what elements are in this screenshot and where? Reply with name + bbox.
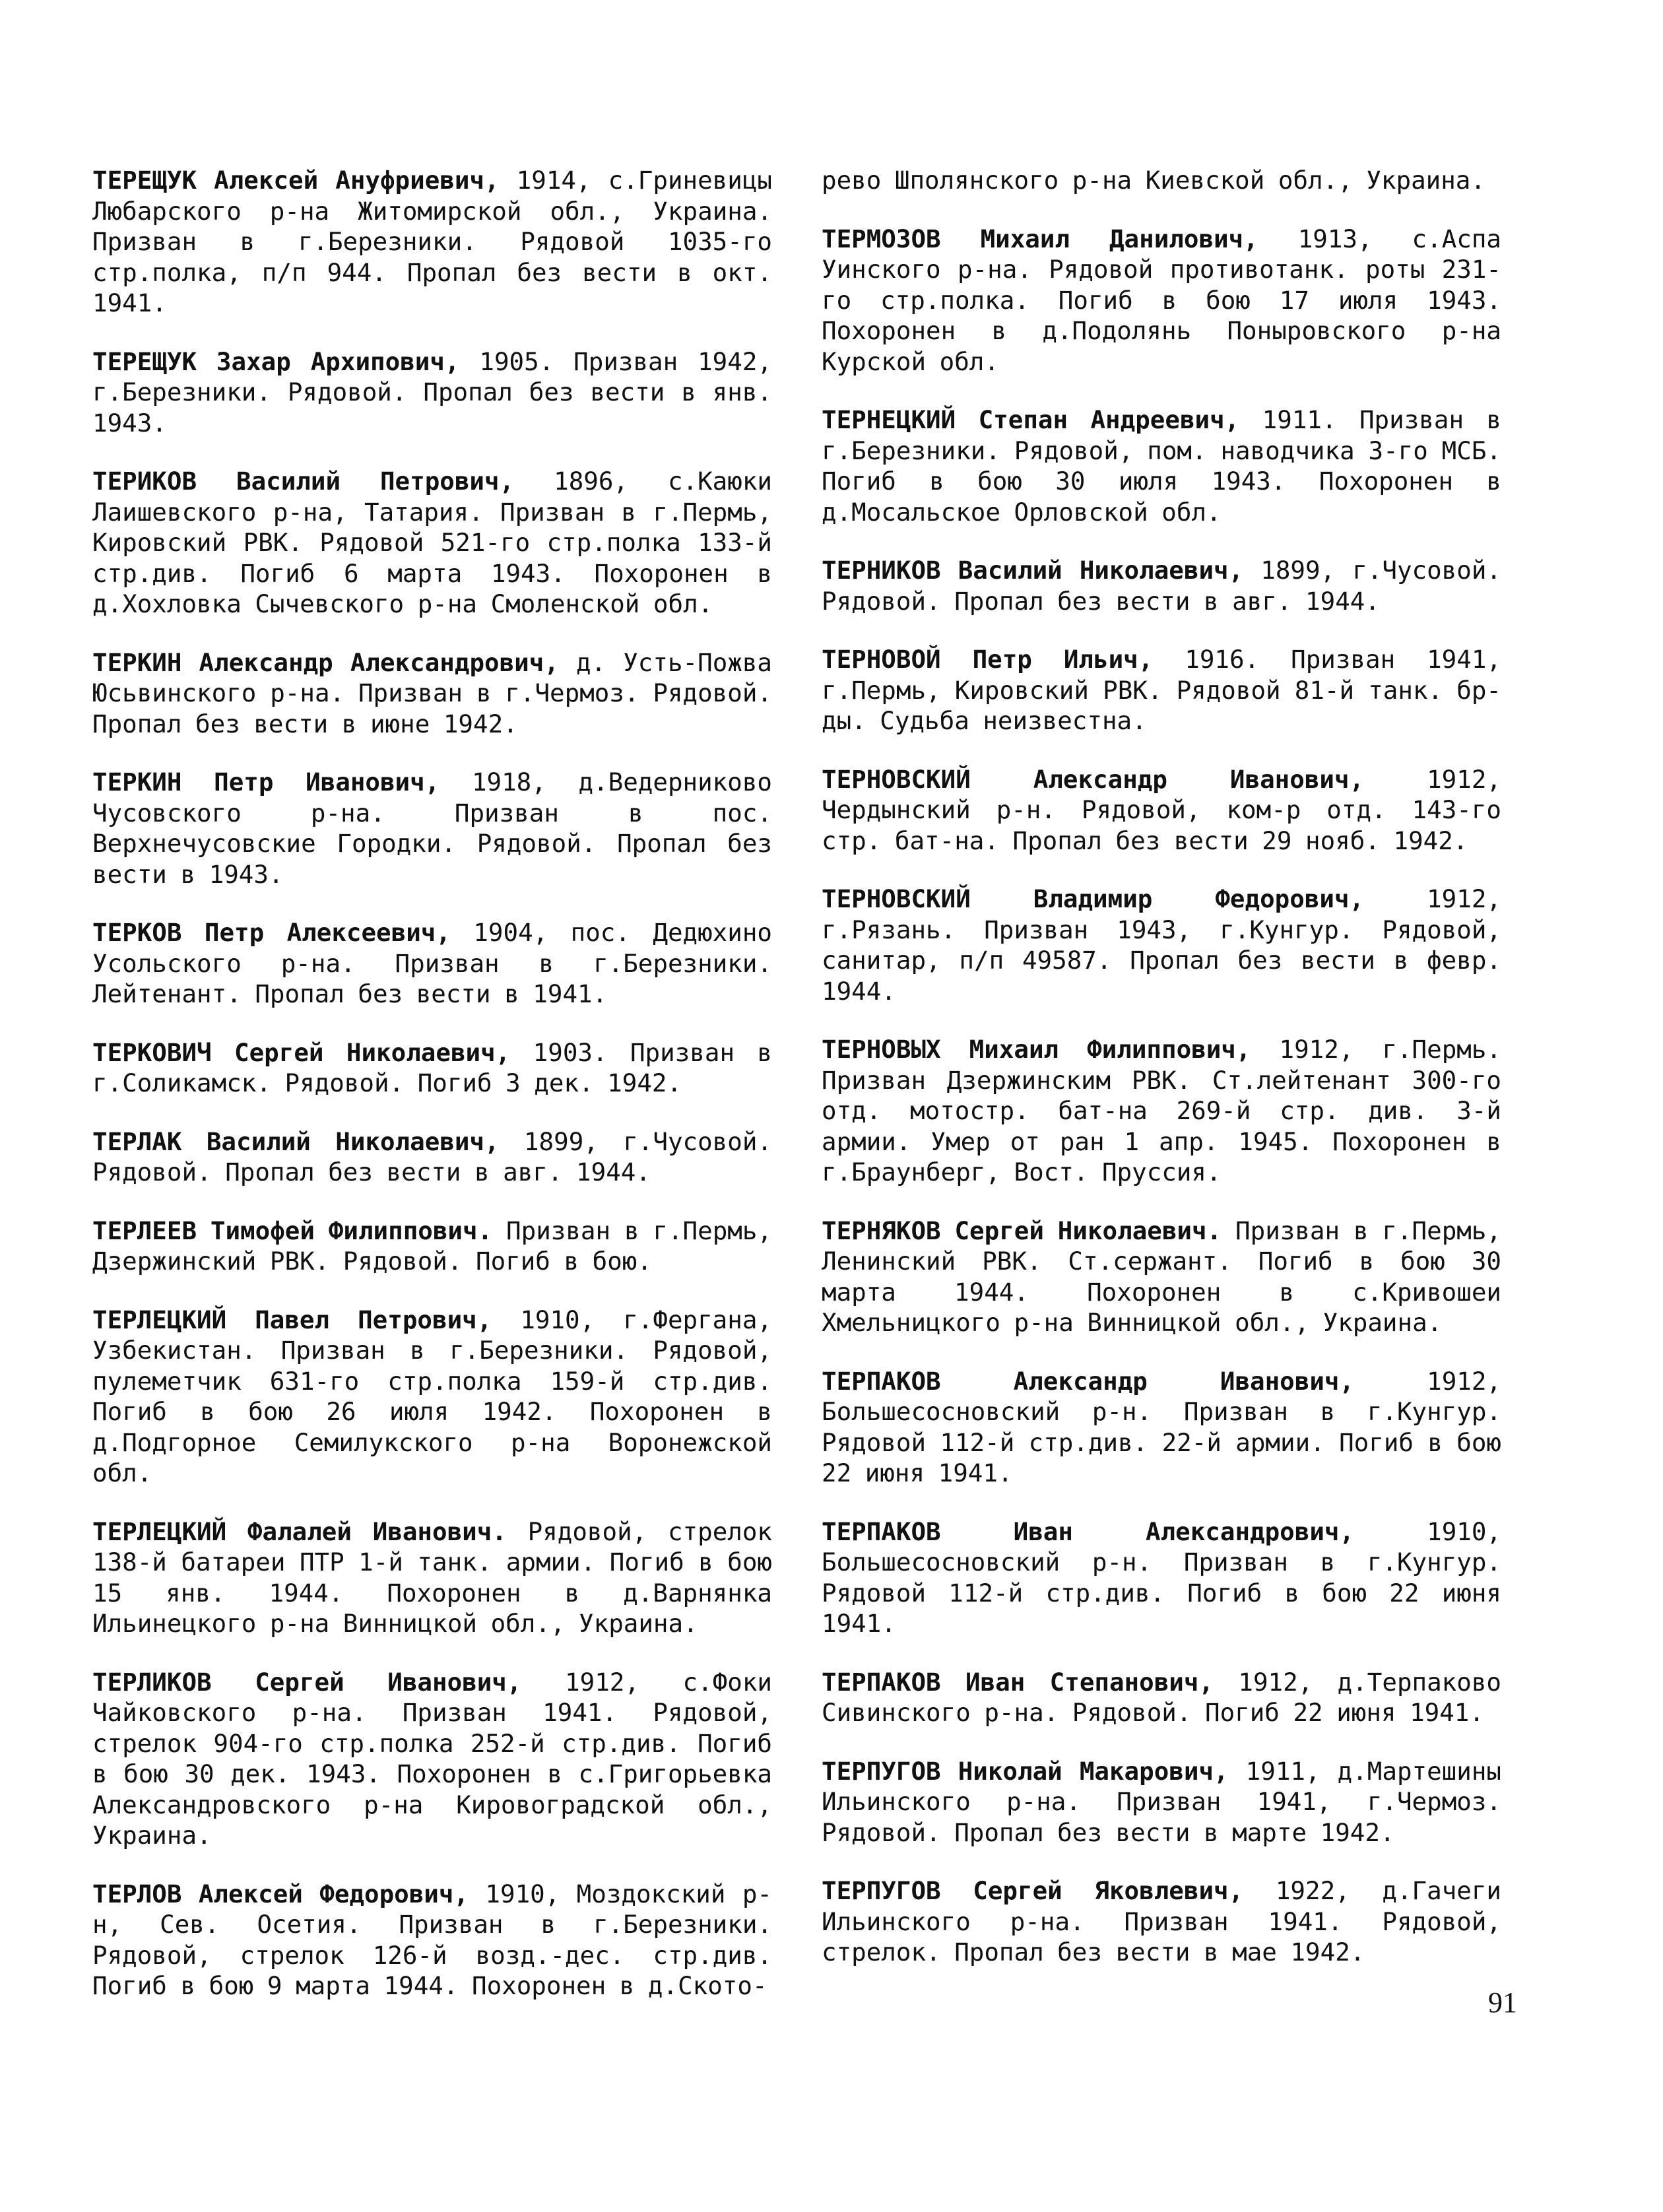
entry-text: 1912, Чердынский р-н. Рядовой, ком-р отд. 143-го стр. бат-на. Пропал без вести 29 нояб. 1942. [822, 764, 1501, 855]
entry [822, 1216, 1501, 1338]
entry-name: ТЕРПАКОВ Иван Александрович, [822, 1516, 1355, 1546]
entry [822, 764, 1501, 857]
entry [92, 165, 772, 319]
entry [92, 1516, 772, 1639]
entry [822, 555, 1501, 616]
entry-name: ТЕРНЯКОВ Сергей Николаевич. [822, 1216, 1222, 1245]
entry-name: ТЕРЕЩУК Алексей Ануфриевич, [92, 166, 500, 195]
entry-text: Призван в г.Пермь, Ленинский РВК. Ст.сержант. Погиб в бою 30 марта 1944. Похоронен в с.Кривошеи Хмельницкого р-на Винницкой обл., Украина. [822, 1216, 1502, 1337]
entry-text: 1922, д.Гачеги Ильинского р-на. Призван 1941. Рядовой, стрелок. Пропал без вести в мае 1942. [822, 1876, 1501, 1967]
entry-text: Призван в г.Пермь, Дзержинский РВК. Рядовой. Погиб в бою. [92, 1216, 773, 1276]
entry [822, 1667, 1501, 1728]
entry-text: 1899, г.Чусовой. Рядовой. Пропал без вести в авг. 1944. [92, 1126, 772, 1187]
entry-name: ТЕРЕЩУК Захар Архипович, [92, 346, 460, 376]
entry [822, 1034, 1501, 1188]
entry-text: д. Усть-Пожва Юсьвинского р-на. Призван в г.Чермоз. Рядовой. Пропал без вести в июне 1942. [92, 647, 772, 738]
entry-name: ТЕРКИН Александр Александрович, [92, 647, 559, 677]
entry-name: ТЕРНИКОВ Василий Николаевич, [822, 556, 1244, 585]
entry [822, 884, 1501, 1006]
entry [822, 644, 1501, 736]
entry [92, 1305, 772, 1489]
entry-name: ТЕРМОЗОВ Михаил Данилович, [822, 224, 1258, 253]
entry [92, 1037, 772, 1099]
entry [92, 1667, 772, 1851]
entry-name: ТЕРЛЕЦКИЙ Фалалей Иванович. [92, 1516, 507, 1546]
entry-text: 1903. Призван в г.Соликамск. Рядовой. Погиб 3 дек. 1942. [92, 1037, 773, 1097]
entry [92, 917, 772, 1010]
entry-name: ТЕРНОВСКИЙ Александр Иванович, [822, 764, 1365, 794]
entry-name: ТЕРЛАК Василий Николаевич, [92, 1126, 500, 1156]
entry-name: ТЕРКИН Петр Иванович, [92, 767, 440, 797]
entry-text: 1913, с.Аспа Уинского р-на. Рядовой противотанк. роты 231-го стр.полка. Погиб в бою 17 июля 1943. Похоронен в д.Подолянь Поныровского р-на Курской обл. [822, 224, 1501, 376]
entry-name: ТЕРЛЕЦКИЙ Павел Петрович, [92, 1305, 492, 1334]
entry [92, 466, 772, 620]
entry-text: 1912, г.Пермь. Призван Дзержинским РВК. Ст.лейтенант 300-го отд. мотостр. бат-на 269-й стр. див. 3-й армии. Умер от ран 1 апр. 1945. Похоронен в г.Браунберг, Вост. Пруссия. [822, 1035, 1502, 1187]
entry [822, 1366, 1501, 1489]
entry-name: ТЕРЛИКОВ Сергей Иванович, [92, 1667, 522, 1697]
entry-continuation [822, 165, 1501, 196]
entry-name: ТЕРНОВСКИЙ Владимир Федорович, [822, 884, 1365, 913]
entry-text: рево Шполянского р-на Киевской обл., Украина. [822, 166, 1485, 195]
left-column [92, 165, 772, 2029]
entry-name: ТЕРПУГОВ Сергей Яковлевич, [822, 1876, 1244, 1905]
entry-name: ТЕРПАКОВ Иван Степанович, [822, 1667, 1214, 1697]
entry [822, 224, 1501, 377]
entry-text: 1912, с.Фоки Чайковского р-на. Призван 1941. Рядовой, стрелок 904-го стр.полка 252-й стр.див. Погиб в бою 30 дек. 1943. Похоронен в с.Григорьевка Александровского р-на Кировоградской обл., Украина. [92, 1667, 772, 1850]
entry-name: ТЕРЛЕЕВ Тимофей Филиппович. [92, 1216, 493, 1245]
entry-text: 1910, Моздокский р-н, Сев. Осетия. Призван в г.Березники. Рядовой, стрелок 126-й возд.-дес. стр.див. Погиб в бою 9 марта 1944. Похоронен в д.Ското- [92, 1879, 772, 2000]
entry [92, 647, 772, 740]
entry-text: 1914, с.Гриневицы Любарского р-на Житомирской обл., Украина. Призван в г.Березники. Рядовой 1035-го стр.полка, п/п 944. Пропал без вести в окт. 1941. [92, 166, 772, 317]
entry [822, 405, 1501, 527]
entry-name: ТЕРНЕЦКИЙ Степан Андреевич, [822, 405, 1240, 434]
entry [92, 1216, 772, 1277]
entry-name: ТЕРКОВИЧ Сергей Николаевич, [92, 1037, 511, 1067]
entry-name: ТЕРПАКОВ Александр Иванович, [822, 1366, 1355, 1396]
entry-name: ТЕРИКОВ Василий Петрович, [92, 467, 515, 496]
entry-name: ТЕРКОВ Петр Алексеевич, [92, 918, 451, 947]
entry [822, 1875, 1501, 1968]
entry-text: 1912, Большесосновский р-н. Призван в г.Кунгур. Рядовой 112-й стр.див. 22-й армии. Погиб в бою 22 июня 1941. [822, 1366, 1501, 1487]
entry [822, 1756, 1501, 1848]
entry-text: 1905. Призван 1942, г.Березники. Рядовой. Пропал без вести в янв. 1943. [92, 346, 772, 438]
entry-name: ТЕРЛОВ Алексей Федорович, [92, 1879, 469, 1908]
entry [92, 1879, 772, 2001]
entry [92, 767, 772, 890]
entry-text: 1916. Призван 1941, г.Пермь, Кировский РВК. Рядовой 81-й танк. бр-ды. Судьба неизвестна. [822, 645, 1501, 735]
entry-text: 1911. Призван в г.Березники. Рядовой, пом. наводчика 3-го МСБ. Погиб в бою 30 июля 1943. Похоронен в д.Мосальское Орловской обл. [822, 405, 1502, 527]
entry-text: 1911, д.Мартешины Ильинского р-на. Призван 1941, г.Чермоз. Рядовой. Пропал без вести в марте 1942. [822, 1756, 1501, 1847]
entry-name: ТЕРПУГОВ Николай Макарович, [822, 1756, 1229, 1786]
entry-text: 1912, г.Рязань. Призван 1943, г.Кунгур. Рядовой, санитар, п/п 49587. Пропал без вести в февр. 1944. [822, 884, 1501, 1006]
entry [92, 1126, 772, 1188]
entry-text: Рядовой, стрелок 138-й батареи ПТР 1-й танк. армии. Погиб в бою 15 янв. 1944. Похоронен в д.Варнянка Ильинецкого р-на Винницкой обл., Украина. [92, 1516, 773, 1638]
entry-text: 1918, д.Ведерниково Чусовского р-на. Призван в пос. Верхнечусовские Городки. Рядовой. Пропал без вести в 1943. [92, 767, 772, 889]
page-number: 91 [1488, 1986, 1517, 2019]
entry [822, 1516, 1501, 1639]
entry-name: ТЕРНОВОЙ Петр Ильич, [822, 645, 1154, 674]
entry-name: ТЕРНОВЫХ Михаил Филиппович, [822, 1035, 1251, 1064]
entry-text: 1896, с.Каюки Лаишевского р-на, Татария. Призван в г.Пермь, Кировский РВК. Рядовой 521-го стр.полка 133-й стр.див. Погиб 6 марта 1943. Похоронен в д.Хохловка Сычевского р-на Смоленской обл. [92, 467, 772, 618]
entry-text: 1912, д.Терпаково Сивинского р-на. Рядовой. Погиб 22 июня 1941. [822, 1667, 1501, 1727]
entry-text: 1899, г.Чусовой. Рядовой. Пропал без вести в авг. 1944. [822, 556, 1501, 616]
entry [92, 346, 772, 439]
entry-text: 1910, Большесосновский р-н. Призван в г.Кунгур. Рядовой 112-й стр.див. Погиб в бою 22 июня 1941. [822, 1516, 1501, 1638]
right-column [822, 165, 1501, 1996]
entry-text: 1904, пос. Дедюхино Усольского р-на. Призван в г.Березники. Лейтенант. Пропал без вести в 1941. [92, 918, 772, 1008]
entry-text: 1910, г.Фергана, Узбекистан. Призван в г.Березники. Рядовой, пулеметчик 631-го стр.полка 159-й стр.див. Погиб в бою 26 июля 1942. Похоронен в д.Подгорное Семилукского р-на Воронежской обл. [92, 1305, 772, 1487]
